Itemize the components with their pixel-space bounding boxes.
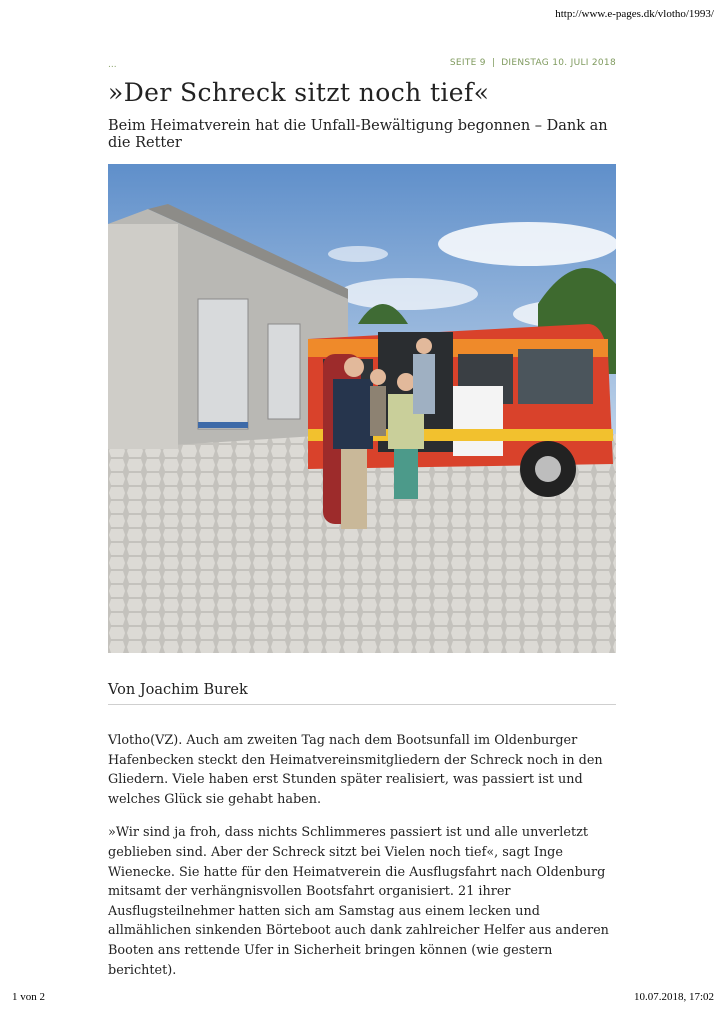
byline: Von Joachim Burek: [108, 682, 616, 705]
print-url: http://www.e-pages.dk/vlotho/1993/: [555, 8, 714, 20]
subheadline: Beim Heimatverein hat die Unfall-Bewältigung begonnen – Dank an die Retter: [108, 118, 608, 151]
article-photo: [108, 164, 616, 653]
publication-date: DIENSTAG 10. JULI 2018: [501, 58, 616, 68]
headline: »Der Schreck sitzt noch tief«: [108, 78, 490, 107]
photo-illustration: [108, 164, 616, 653]
paragraph: »Wir sind ja froh, dass nichts Schlimmeres passiert ist und alle unverletzt geblieben sind. Aber der Schreck sitzt bei Vielen noch tief«, sagt Inge Wienecke. Sie hatte für den Heimatverein die Ausflugsfahrt nach Oldenburg mitsamt der verhängnisvollen Bootsfahrt organisiert. 21 ihrer Ausflugsteilnehmer hatten sich am Samstag aus einem lecken und allmählichen sinkenden Börteboot auch dank zahlreicher Helfer aus anderen Booten ans rettende Ufer in Sicherheit bringen können (wie gestern berichtet).: [108, 825, 609, 978]
print-page-count: 1 von 2: [12, 991, 45, 1003]
section-dots: ...: [108, 60, 117, 70]
article-body: [108, 731, 618, 994]
dateline-separator: |: [491, 58, 496, 68]
paragraph: Vlotho(VZ). Auch am zweiten Tag nach dem Bootsunfall im Oldenburger Hafenbecken steckt den Heimatvereinsmitgliedern der Schreck noch in den Gliedern. Viele haben erst Stunden später realisiert, was passiert ist und welches Glück sie gehabt haben.: [108, 733, 603, 807]
dateline: [450, 58, 616, 68]
print-timestamp: 10.07.2018, 17:02: [633, 991, 714, 1003]
page-number: SEITE 9: [449, 58, 486, 68]
